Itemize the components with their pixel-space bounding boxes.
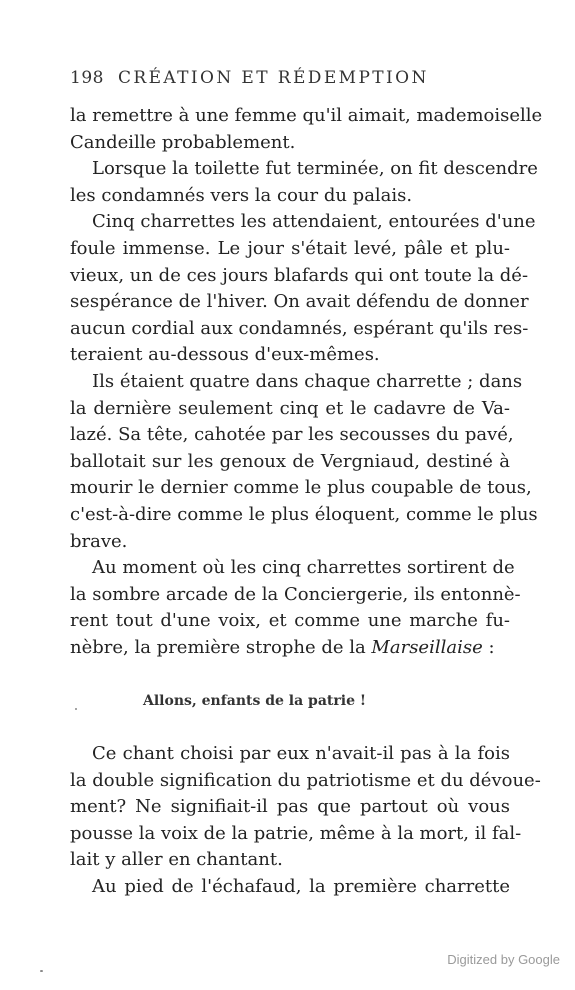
text-line: mourir le dernier comme le plus coupable de tous, (70, 477, 532, 499)
text-line: aucun cordial aux condamnés, espérant qu'ils res- (70, 317, 529, 339)
text-line: c'est-à-dire comme le plus éloquent, comme le plus (70, 503, 538, 525)
text-line: les condamnés vers la cour du palais. (70, 184, 413, 206)
body-text (70, 103, 543, 661)
text-line: brave. (70, 530, 128, 552)
paragraph (70, 874, 510, 901)
text-fragment: : (482, 636, 495, 658)
text-line: la dernière seulement cinq et le cadavre de Va- (70, 397, 510, 419)
text-line: Ce chant choisi par eux n'avait-il pas à la fois (92, 743, 510, 764)
text-line: ment? Ne signifiait-il pas que partout où vous (70, 796, 510, 818)
digitization-watermark: Digitized by Google (447, 952, 560, 967)
running-head (70, 68, 510, 88)
text-line: Au pied de l'échafaud, la première charrette (92, 875, 510, 897)
body-text-continued (70, 741, 541, 901)
text-line: foule immense. Le jour s'était levé, pâle et plu- (70, 237, 510, 259)
text-line: vieux, un de ces jours blafards qui ont toute la dé- (70, 264, 529, 286)
text-line: Lorsque la toilette fut terminée, on fit descendre (92, 158, 538, 180)
text-line: Candeille probablement. (70, 131, 296, 153)
text-line: rent tout d'une voix, et comme une marche fu- (70, 610, 510, 632)
paragraph (70, 103, 543, 156)
text-line: lazé. Sa tête, cahotée par les secousses du pavé, (70, 424, 514, 446)
text-line (70, 635, 510, 662)
text-line: la sombre arcade de la Conciergerie, ils entonnè- (70, 583, 521, 605)
paragraph (70, 741, 541, 874)
text-line: Cinq charrettes les attendaient, entourées d'une (92, 211, 536, 233)
paragraph (70, 156, 538, 209)
text-line: Ils étaient quatre dans chaque charrette ; dans (92, 370, 523, 392)
text-line: Au moment où les cinq charrettes sortirent de (92, 557, 515, 579)
paragraph (70, 209, 536, 369)
text-fragment: nèbre, la première strophe de la (70, 636, 372, 658)
text-line: lait y aller en chantant. (70, 849, 283, 871)
text-line: la remettre à une femme qu'il aimait, mademoiselle (70, 105, 543, 126)
paragraph (70, 369, 538, 555)
paragraph (70, 555, 521, 661)
verse-quote: Allons, enfants de la patrie ! (143, 693, 367, 709)
text-line: la double signification du patriotisme et du dévoue- (70, 769, 541, 791)
chapter-title: CRÉATION ET RÉDEMPTION (118, 68, 429, 88)
text-line: pousse la voix de la patrie, même à la mort, il fal- (70, 822, 522, 844)
scan-speck (40, 970, 43, 972)
text-line: ballotait sur les genoux de Vergniaud, destiné à (70, 450, 510, 472)
italic-title: Marseillaise (371, 636, 483, 658)
scan-speck (75, 708, 77, 710)
text-line: sespérance de l'hiver. On avait défendu de donner (70, 291, 529, 313)
page-number: 198 (70, 68, 104, 88)
text-line: teraient au-dessous d'eux-mêmes. (70, 344, 380, 366)
